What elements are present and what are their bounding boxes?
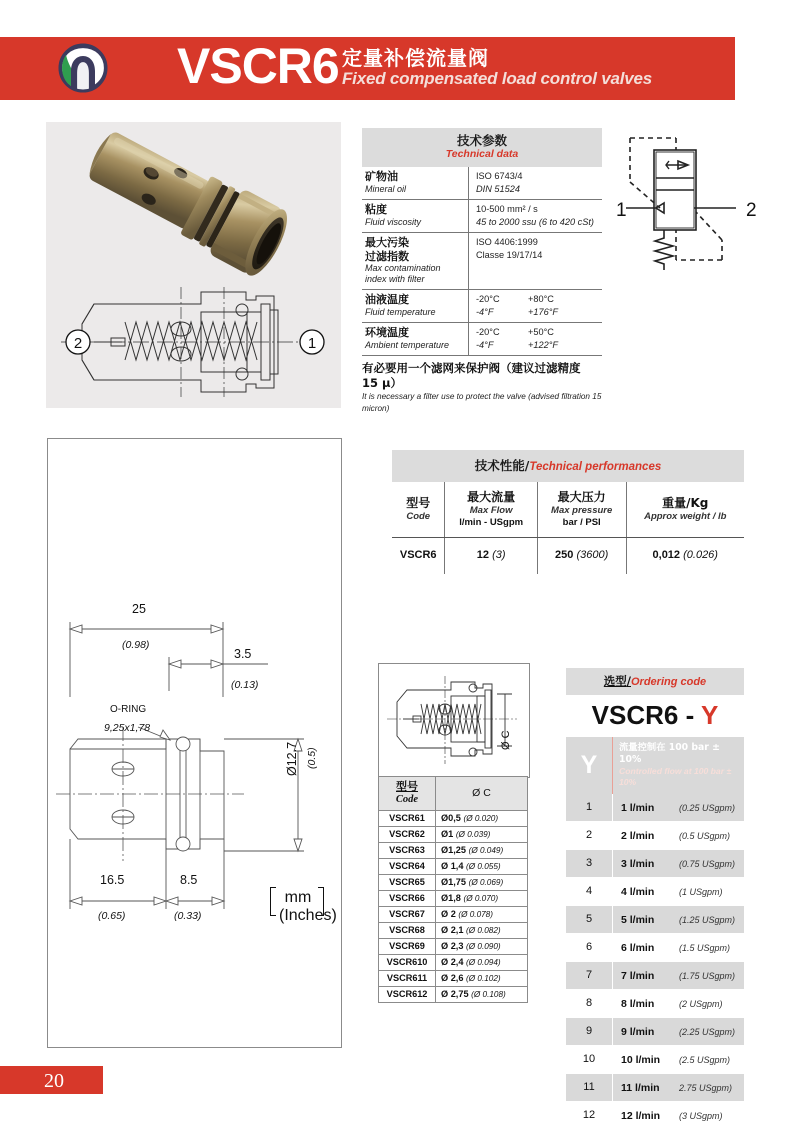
flow-usgpm: (2 USgpm) [679,999,723,1009]
flow-value: 12 [476,548,489,561]
cell-diameter [436,827,528,843]
col-en: Max Flow [469,505,513,516]
cell-weight [626,537,744,574]
oc-header-code [379,777,436,811]
dim-35-inch-label: (0.13) [231,679,259,691]
technical-data-title-en: Technical data [445,148,519,160]
technical-data-table [362,128,602,418]
table-header-row [379,777,528,811]
flow-lmin: 7 l/min [621,970,655,982]
cell-diameter [436,955,528,971]
cell-option-flow [613,990,745,1018]
oc-header-diameter: Ø C [436,777,528,811]
cell-option-flow [613,1018,745,1046]
cell-diameter [436,843,528,859]
variable-letter: Y [566,737,613,794]
table-row [379,875,528,891]
row-label-en: Mineral oil [365,183,407,194]
ordering-code-header [566,668,744,695]
diameter-mm: Ø 2 [441,909,456,919]
table-row [362,290,602,323]
table-row [379,907,528,923]
cell-option-flow [613,794,745,822]
row-value-2a: -4°F [476,339,494,350]
table-row [566,822,744,850]
cell-option-number: 6 [566,934,613,962]
cell-option-flow [613,1046,745,1074]
diameter-inch: (Ø 0.055) [466,862,501,871]
cell-code: VSCR69 [379,939,436,955]
cell-option-number: 9 [566,1018,613,1046]
row-value-1a: -20°C [476,294,500,304]
col-cn: 最大压力 [557,490,606,504]
flow-usgpm: (0.25 USgpm) [679,803,736,813]
filter-note-en-line1: It is necessary a filter use to protect the valve (advised filtration 15 [362,392,602,401]
flow-usgpm: (0.5 USgpm) [679,831,731,841]
performances-header [392,450,744,482]
performances-title-sep: / [524,458,530,473]
page-header [0,37,735,100]
dim-85-label: 8.5 [180,873,198,887]
flow-usgpm: (1 USgpm) [679,887,723,897]
product-image-panel [46,122,341,408]
performances-title-cn: 技术性能 [474,458,525,473]
col-cn: 重量/Kg [662,496,709,510]
diameter-inch: (Ø 0.102) [466,974,501,983]
flow-lmin: 9 l/min [621,1026,655,1038]
cell-option-flow [613,1102,745,1130]
unit-mm-label: mm [284,889,312,906]
row-label-cn: 环境温度 [365,326,409,339]
cell-diameter [436,907,528,923]
col-unit: bar / PSI [562,516,601,528]
flow-usgpm: (1.5 USgpm) [679,943,731,953]
row-label-en: Fluid viscosity [365,216,422,227]
diameter-mm: Ø0,5 [441,813,461,823]
symbol-port-1-label: 1 [616,200,627,221]
table-row [379,987,528,1003]
row-value-1: ISO 6743/4 [476,171,523,181]
dim-35-label: 3.5 [234,647,252,661]
cell-option-flow [613,1074,745,1102]
cell-diameter [436,891,528,907]
cell-diameter [436,811,528,827]
column-header-max-flow [445,482,537,537]
flow-lmin: 10 l/min [621,1054,661,1066]
cell-code: VSCR62 [379,827,436,843]
column-header-weight [626,482,744,537]
dim-165-inch-label: (0.65) [98,910,126,922]
pressure-alt-value: (3600) [576,548,609,561]
oc-header-en: Code [395,794,419,805]
unit-inches-label: (Inches) [279,907,337,924]
flow-usgpm: (1.25 USgpm) [679,915,736,925]
valve-section-drawing [56,282,331,402]
table-row [379,891,528,907]
table-row [566,934,744,962]
cell-option-number: 12 [566,1102,613,1130]
table-row [379,843,528,859]
cell-diameter [436,939,528,955]
ordering-code-table [566,668,744,1130]
dim-25-inch-label: (0.98) [122,639,150,651]
oc-drawing-box [378,663,530,778]
ordering-title-cn: 选型 [603,674,627,688]
flow-lmin: 2 l/min [621,830,655,842]
table-row [362,233,602,290]
cell-code: VSCR612 [379,987,436,1003]
table-row [566,962,744,990]
cell-code: VSCR6 [399,548,437,561]
cell-option-number: 3 [566,850,613,878]
dim-85-inch-label: (0.33) [174,910,202,922]
row-label-cn: 矿物油 [365,170,398,183]
table-row [566,794,744,822]
cell-option-flow [613,906,745,934]
row-label-en-line1: Max contamination [365,263,441,273]
ordering-title-en: Ordering code [631,676,707,688]
col-en: Max pressure [551,505,613,516]
symbol-port-2-label: 2 [746,200,757,221]
technical-performances-table [392,450,744,574]
table-row [362,323,602,356]
flow-lmin: 3 l/min [621,858,655,870]
col-cn: 最大流量 [467,490,516,504]
row-value-2b: +176°F [528,306,558,317]
cell-code: VSCR66 [379,891,436,907]
ordering-variable-header-row [566,737,744,794]
page-number: 20 [44,1070,64,1092]
flow-lmin: 4 l/min [621,886,655,898]
row-label-en-line2: index with filter [365,274,425,284]
table-row [379,859,528,875]
filter-note-row [362,356,602,419]
svg-text:1: 1 [307,335,317,352]
flow-lmin: 11 l/min [621,1082,660,1094]
cell-option-number: 8 [566,990,613,1018]
row-label-cn: 粘度 [365,203,387,216]
cell-diameter [436,859,528,875]
diameter-mm: Ø1 [441,829,454,839]
diameter-inch: (Ø 0.082) [466,926,501,935]
table-row [566,1018,744,1046]
cell-option-number: 5 [566,906,613,934]
cell-option-flow [613,878,745,906]
row-value-1: 10-500 mm² / s [476,204,538,214]
dim-diameter-label: Ø12.7 [285,741,299,776]
cell-code: VSCR61 [379,811,436,827]
table-row [379,923,528,939]
cell-code: VSCR65 [379,875,436,891]
table-row [379,827,528,843]
valve-photo [46,122,341,287]
cell-code: VSCR64 [379,859,436,875]
cell-max-flow [445,537,537,574]
oc-axis-label: Ø C [500,730,512,750]
dim-165-label: 16.5 [100,873,125,887]
col-unit: l/min - USgpm [459,516,524,528]
cell-diameter [436,875,528,891]
table-row [566,1074,744,1102]
cell-code: VSCR610 [379,955,436,971]
row-value-2a: -4°F [476,306,494,317]
table-row [566,1102,744,1130]
cell-diameter [436,987,528,1003]
table-row [379,939,528,955]
row-label-cn: 油液温度 [365,293,409,306]
diameter-mm: Ø 2,75 [441,989,469,999]
diameter-inch: (Ø 0.090) [466,942,501,951]
cell-code: VSCR63 [379,843,436,859]
flow-usgpm: (3 USgpm) [679,1111,723,1121]
flow-usgpm: (0.75 USgpm) [679,859,736,869]
row-label-cn-line1: 最大污染 [365,236,409,249]
table-header-row [392,482,744,537]
flow-lmin: 12 l/min [621,1110,661,1122]
dimension-drawing-box [47,438,342,1048]
flow-usgpm: 2.75 USgpm) [679,1083,733,1093]
cell-option-number: 1 [566,794,613,822]
oc-header-cn: 型号 [396,780,418,793]
dim-diameter-inch-label: (0.5) [306,747,318,769]
filter-note-cn-line2: 15 μ） [362,376,402,390]
product-title-english: Fixed compensated load control valves [342,69,653,88]
table-row [566,878,744,906]
row-value-2b: +122°F [528,339,558,350]
diameter-inch: (Ø 0.049) [468,846,504,855]
product-model-title: VSCR6 [177,38,339,94]
ordering-code-string [566,695,744,737]
flow-lmin: 8 l/min [621,998,655,1010]
svg-text:2: 2 [73,335,83,352]
technical-data-title-cn: 技术参数 [456,133,507,148]
table-row [566,990,744,1018]
variable-desc-cn: 流量控制在 100 bar ± 10% [619,742,720,765]
diameter-inch: (Ø 0.020) [463,814,499,823]
diameter-mm: Ø1,75 [441,877,467,887]
table-row [362,200,602,233]
cell-option-number: 7 [566,962,613,990]
variable-desc-en: Controlled flow at 100 bar ± 10% [619,766,732,787]
diameter-inch: (Ø 0.069) [468,878,504,887]
cell-option-flow [613,962,745,990]
table-row [566,906,744,934]
diameter-mm: Ø 2,4 [441,957,464,967]
technical-data-header [362,128,602,167]
cell-code: VSCR67 [379,907,436,923]
flow-lmin: 6 l/min [621,942,655,954]
row-label-en: Ambient temperature [365,339,450,350]
table-row [379,811,528,827]
flow-usgpm: (2.5 USgpm) [679,1055,731,1065]
weight-alt-value: (0.026) [683,548,718,561]
row-value-2: Classe 19/17/14 [476,249,543,260]
flow-usgpm: (1.75 USgpm) [679,971,736,981]
cell-option-number: 11 [566,1074,613,1102]
weight-value: 0,012 [652,548,681,561]
diameter-mm: Ø 2,3 [441,941,464,951]
row-value-1b: +80°C [528,294,554,304]
diameter-code-table [378,776,528,1003]
cell-diameter [436,971,528,987]
oring-size-label: 9,25x1,78 [104,722,151,734]
ordering-title-sep: / [626,674,631,688]
row-value-2: DIN 51524 [476,183,520,194]
cell-max-pressure [537,537,626,574]
filter-note-en-line2: micron) [362,403,390,413]
oring-label: O-RING [110,704,147,715]
cell-option-number: 10 [566,1046,613,1074]
row-label-en: Fluid temperature [365,306,436,317]
table-row [566,1046,744,1074]
pressure-value: 250 [555,548,574,561]
diameter-mm: Ø 2,1 [441,925,464,935]
diameter-inch: (Ø 0.094) [466,958,501,967]
row-label-cn-line2: 过滤指数 [365,249,409,263]
flow-alt-value: (3) [492,548,506,561]
performances-title-en: Technical performances [529,461,662,473]
diameter-inch: (Ø 0.070) [463,894,499,903]
diameter-inch: (Ø 0.108) [471,990,506,999]
table-row [392,537,744,574]
table-row [379,955,528,971]
variable-description [613,737,745,794]
diameter-inch: (Ø 0.039) [455,830,491,839]
row-value-1: ISO 4406:1999 [476,237,538,247]
ordering-code-variable: Y [701,700,719,730]
cell-diameter [436,923,528,939]
row-value-1b: +50°C [528,327,554,337]
cell-option-number: 4 [566,878,613,906]
flow-lmin: 5 l/min [621,914,655,926]
ordering-table-body [566,794,744,1130]
filter-note-cn-line1: 有必要用一个滤网来保护阀（建议过滤精度 [362,361,581,375]
diameter-mm: Ø 1,4 [441,861,464,871]
diameter-mm: Ø1,25 [441,845,467,855]
column-header-code [392,482,445,537]
dim-25-label: 25 [132,602,146,616]
col-en: Approx weight / lb [644,511,727,522]
column-header-max-pressure [537,482,626,537]
table-row [379,971,528,987]
row-value-1a: -20°C [476,327,500,337]
diameter-mm: Ø1,8 [441,893,461,903]
cell-option-number: 2 [566,822,613,850]
col-cn: 型号 [406,496,431,510]
product-title-chinese: 定量补偿流量阀 [342,46,489,70]
table-row [566,850,744,878]
flow-usgpm: (2.25 USgpm) [679,1027,736,1037]
hydraulic-symbol-diagram [614,120,794,285]
cell-option-flow [613,822,745,850]
row-value-2: 45 to 2000 ssu (6 to 420 cSt) [476,216,594,227]
ordering-code-prefix: VSCR6 - [591,700,701,730]
cell-option-flow [613,850,745,878]
cell-code: VSCR68 [379,923,436,939]
cell-option-flow [613,934,745,962]
diameter-table-body [379,811,528,1003]
diameter-mm: Ø 2,6 [441,973,464,983]
table-row [362,167,602,200]
brand-logo-icon [56,43,110,93]
diameter-inch: (Ø 0.078) [458,910,493,919]
col-en: Code [406,511,431,522]
cell-code: VSCR611 [379,971,436,987]
flow-lmin: 1 l/min [621,802,655,814]
